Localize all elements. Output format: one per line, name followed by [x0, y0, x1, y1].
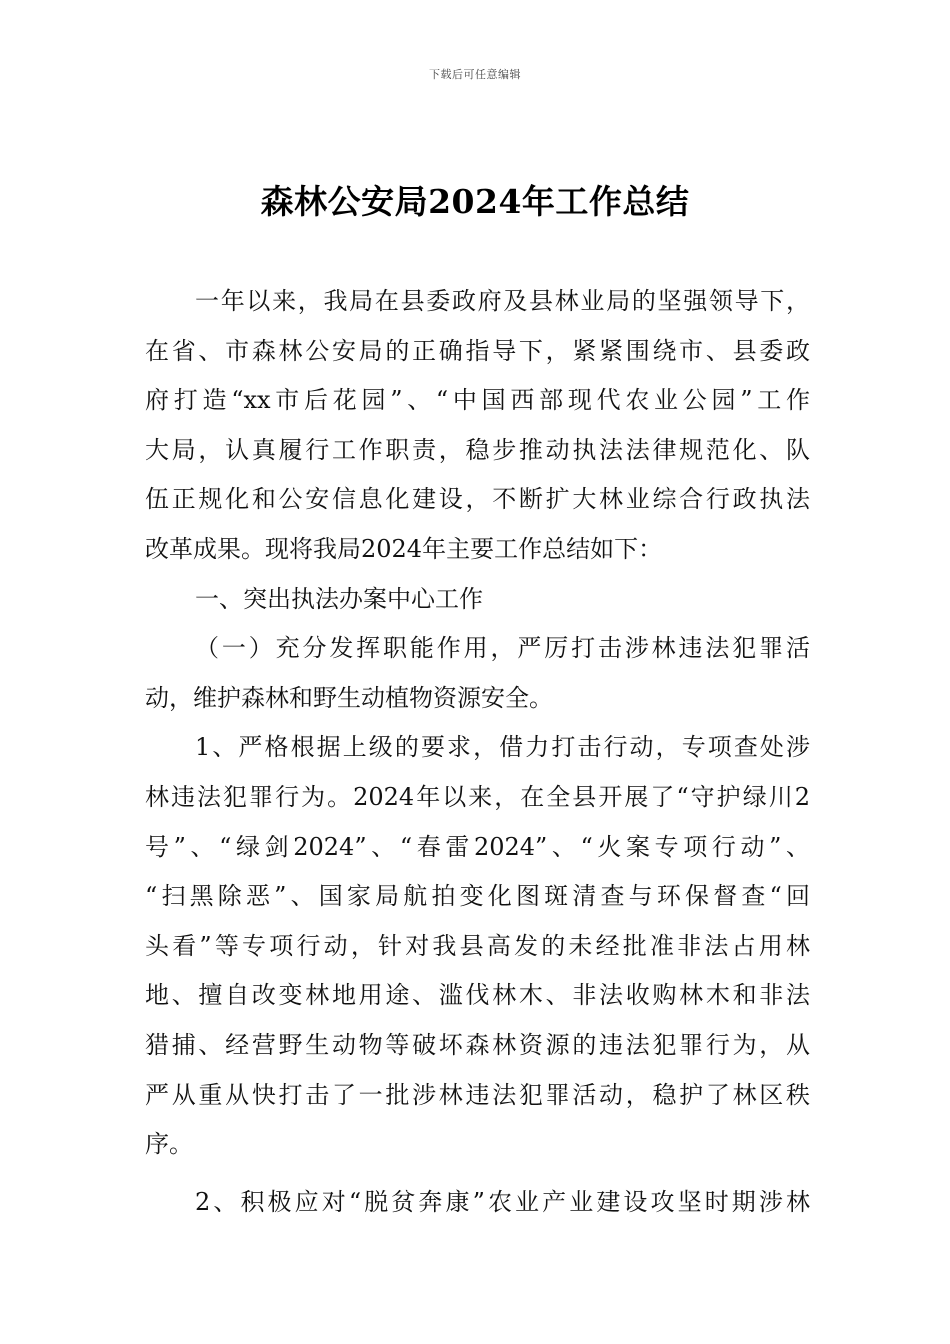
- paragraph-line: 猎捕、经营野生动物等破坏森林资源的违法犯罪行为，从: [145, 1030, 810, 1059]
- paragraph-line: 伍正规化和公安信息化建设，不断扩大林业综合行政执法: [145, 485, 810, 514]
- paragraph-line: 林违法犯罪行为。2024年以来，在全县开展了“守护绿川2: [145, 782, 810, 811]
- paragraph-line: 府打造“xx市后花园”、“中国西部现代农业公园”工作: [145, 386, 810, 415]
- document-title: 森林公安局2024年工作总结: [260, 182, 690, 221]
- subsection-heading-line: 动，维护森林和野生动植物资源安全。: [145, 683, 553, 712]
- paragraph-line: “扫黑除恶”、国家局航拍变化图斑清查与环保督查“回: [145, 882, 810, 911]
- section-heading: 一、突出执法办案中心工作: [195, 584, 483, 613]
- paragraph-line: 头看”等专项行动，针对我县高发的未经批准非法占用林: [145, 931, 810, 960]
- paragraph-line: 1、严格根据上级的要求，借力打击行动，专项查处涉: [195, 733, 810, 762]
- paragraph-line: 改革成果。现将我局2024年主要工作总结如下：: [145, 534, 663, 563]
- paragraph-line: 序。: [145, 1130, 193, 1159]
- paragraph-line: 在省、市森林公安局的正确指导下，紧紧围绕市、县委政: [145, 336, 810, 365]
- header-note: 下载后可任意编辑: [429, 68, 521, 81]
- paragraph-line: 号”、“绿剑2024”、“春雷2024”、“火案专项行动”、: [145, 832, 810, 861]
- paragraph-line: 大局，认真履行工作职责，稳步推动执法法律规范化、队: [145, 435, 810, 464]
- document-body: [145, 277, 810, 1227]
- paragraph-line: 地、擅自改变林地用途、滥伐林木、非法收购林木和非法: [145, 981, 810, 1010]
- paragraph-line: 严从重从快打击了一批涉林违法犯罪活动，稳护了林区秩: [145, 1080, 810, 1109]
- paragraph-line: 2、积极应对“脱贫奔康”农业产业建设攻坚时期涉林: [195, 1187, 810, 1216]
- paragraph-line: 一年以来，我局在县委政府及县林业局的坚强领导下，: [195, 287, 810, 315]
- subsection-heading-line: （一）充分发挥职能作用，严厉打击涉林违法犯罪活: [195, 634, 810, 663]
